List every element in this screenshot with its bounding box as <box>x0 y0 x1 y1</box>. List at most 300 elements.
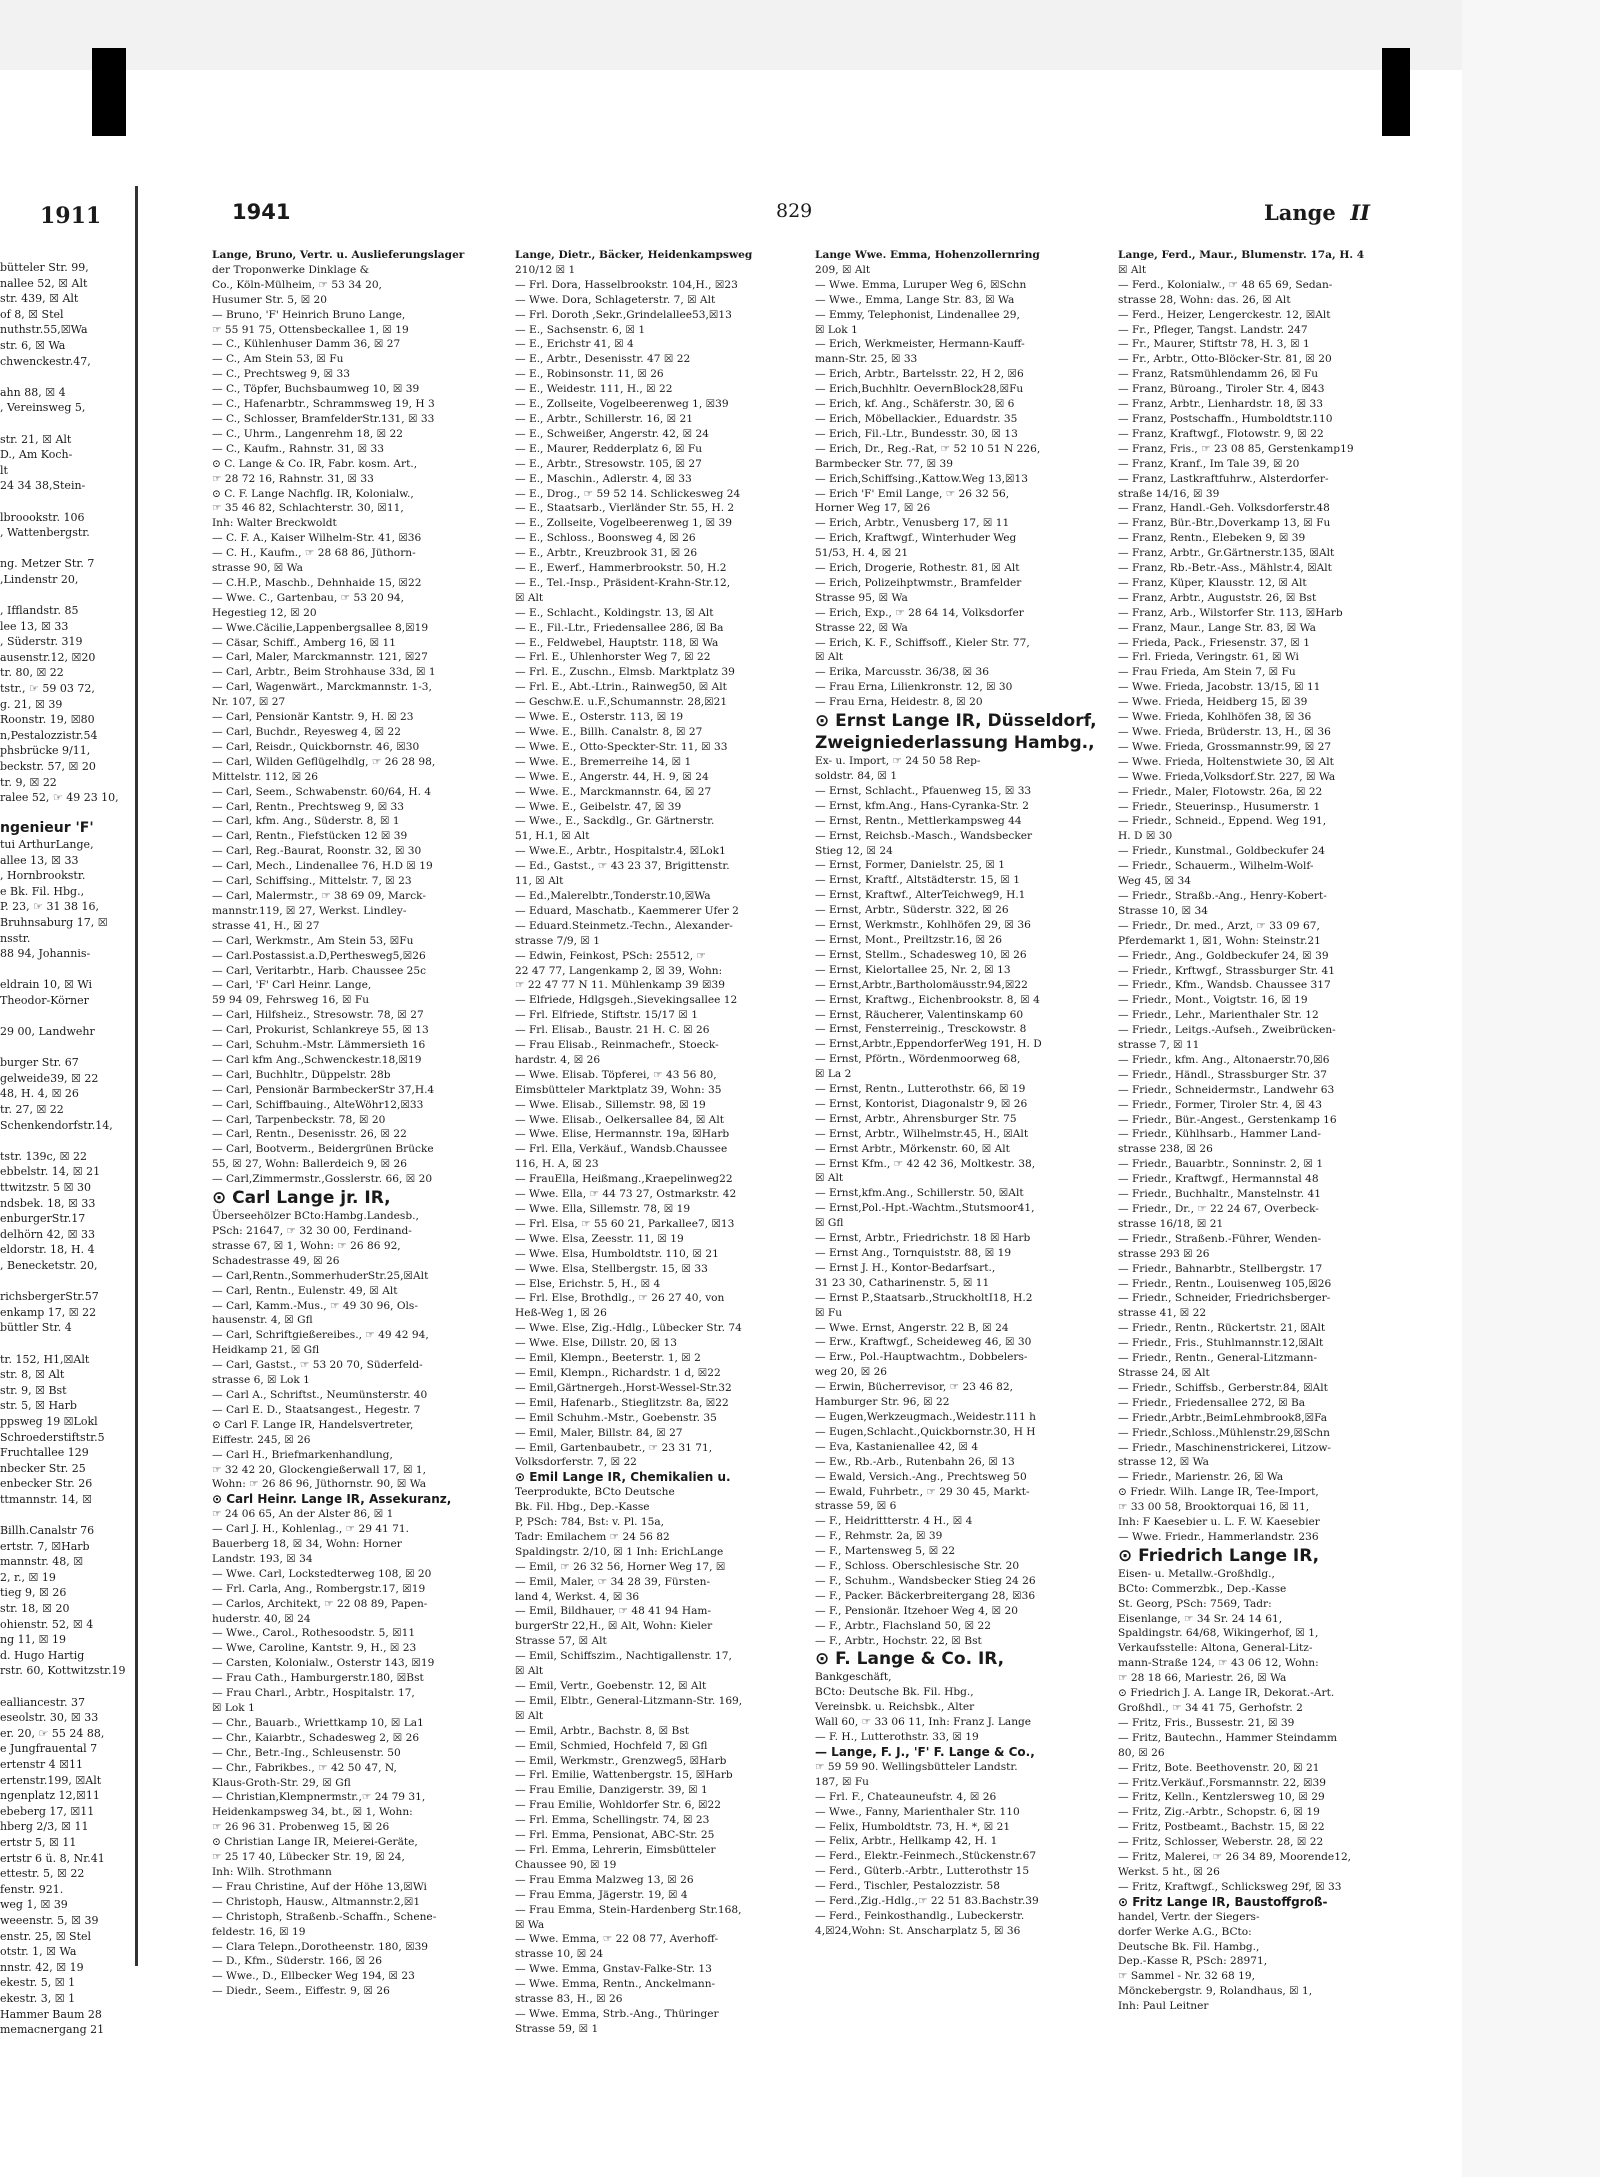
directory-entry-line: — Ferd., Feinkosthandlg., Lubeckerstr. <box>815 1909 1025 1922</box>
firm-heading: ⊙ Carl Lange jr. IR, <box>212 1188 391 1209</box>
previous-page-line: ausenstr.12, ☒20 <box>0 650 96 664</box>
page-gutter <box>135 186 138 1966</box>
directory-entry-line: — FrauElla, Heißmang.,Kraepelinweg22 <box>515 1173 733 1186</box>
directory-entry-line: Werkst. 5 ht., ☒ 26 <box>1118 1865 1220 1878</box>
directory-entry-line: — Emil, Schiffszim., Nachtigallenstr. 17, <box>515 1650 732 1663</box>
directory-entry-line: — Friedr., Straßb.-Ang., Henry-Kobert- <box>1118 889 1327 902</box>
directory-entry-line: — Carl, Veritarbtr., Harb. Chaussee 25c <box>212 964 427 977</box>
directory-entry-line: — Ernst J. H., Kontor-Bedarfsart., <box>815 1261 996 1274</box>
directory-entry-line: — Frl. F., Chateauneufstr. 4, ☒ 26 <box>815 1790 997 1803</box>
previous-page-line: nsstr. <box>0 931 31 945</box>
directory-entry-line: — Ernst, Arbtr., Wilhelmstr.45, H., ☒Alt <box>815 1127 1029 1140</box>
previous-page-line: str. 439, ☒ Alt <box>0 292 79 306</box>
directory-entry-line: strasse 67, ☒ 1, Wohn: ☞ 26 86 92, <box>212 1239 401 1252</box>
directory-entry-line: mann-Straße 124, ☞ 43 06 12, Wohn: <box>1118 1657 1319 1670</box>
previous-page-line: nnstr. 42, ☒ 19 <box>0 1960 84 1974</box>
previous-page-line: ndsbek. 18, ☒ 33 <box>0 1196 96 1210</box>
previous-page-line: ealliancestr. 37 <box>0 1695 86 1709</box>
directory-entry-line: — Franz, Kraftwgf., Flotowstr. 9, ☒ 22 <box>1118 427 1324 440</box>
directory-entry-line: — F., Heidrittterstr. 4 H., ☒ 4 <box>815 1515 973 1528</box>
directory-entry-line: Eiffestr. 245, ☒ 26 <box>212 1433 311 1446</box>
previous-page-line: , Benecketstr. 20, <box>0 1259 98 1272</box>
directory-entry-line: — F., Schloss. Oberschlesische Str. 20 <box>815 1560 1020 1573</box>
directory-entry-line: — Erich, Dr., Reg.-Rat, ☞ 52 10 51 N 226, <box>815 442 1041 455</box>
previous-page-line: P. 23, ☞ 31 38 16, <box>0 900 99 914</box>
directory-entry-line: — Carl, Pensionär BarmbeckerStr 37,H.4 <box>212 1083 435 1096</box>
directory-entry-line: — Frau Emilie, Wohldorfer Str. 6, ☒22 <box>515 1799 722 1812</box>
directory-entry-line: — C., Uhrm., Langenrehm 18, ☒ 22 <box>212 427 403 440</box>
directory-entry-line: — Friedr., Marienstr. 26, ☒ Wa <box>1118 1471 1284 1484</box>
directory-entry-line: — Frl. Frieda, Veringstr. 61, ☒ Wi <box>1118 651 1299 664</box>
directory-entry-line: hausenstr. 4, ☒ Gfl <box>212 1314 313 1327</box>
previous-page-line <box>0 1133 132 1149</box>
previous-page-line: phsbrücke 9/11, <box>0 744 91 758</box>
directory-entry-line: — Wwe., Carol., Rothesoodstr. 5, ☒11 <box>212 1627 416 1640</box>
directory-entry-line: — Frau Erna, Heidestr. 8, ☒ 20 <box>815 696 983 709</box>
directory-entry-line: — C., Töpfer, Buchsbaumweg 10, ☒ 39 <box>212 383 420 396</box>
scan-mark-left <box>92 48 126 136</box>
directory-column-1 <box>212 248 502 1999</box>
directory-entry-line: — Emil, Gartenbaubetr., ☞ 23 31 71, <box>515 1441 713 1454</box>
previous-page-line: str. 8, ☒ Alt <box>0 1368 65 1382</box>
previous-page-line: n,Pestalozzistr.54 <box>0 728 98 742</box>
directory-entry-line: Deutsche Bk. Fil. Hambg., <box>1118 1940 1260 1953</box>
previous-page-line: ertenstr 4 ☒11 <box>0 1758 83 1771</box>
directory-entry-line: — Wwe. Frieda, Holtenstwiete 30, ☒ Alt <box>1118 755 1334 768</box>
directory-entry-line: — Franz, Bür.-Btr.,Doverkamp 13, ☒ Fu <box>1118 517 1331 530</box>
previous-page-line: Theodor-Körner <box>0 993 89 1007</box>
directory-entry-line: — Carl, Malermstr., ☞ 38 69 09, Marck- <box>212 889 426 902</box>
directory-entry-line: — Fritz, Zig.-Arbtr., Schopstr. 6, ☒ 19 <box>1118 1806 1320 1819</box>
directory-entry-line: — Ernst Kfm., ☞ 42 42 36, Moltkestr. 38, <box>815 1157 1036 1170</box>
directory-entry-line: — Ernst, Arbtr., Ahrensburger Str. 75 <box>815 1112 1017 1125</box>
previous-page-line: tieg 9, ☒ 26 <box>0 1586 67 1600</box>
directory-entry-line: — E., Zollseite, Vogelbeerenweg 1, ☒ 39 <box>515 517 732 530</box>
directory-entry-line: Mittelstr. 112, ☒ 26 <box>212 770 319 783</box>
previous-page-line: of 8, ☒ Stel <box>0 307 64 321</box>
directory-entry-line: — Ernst, Rentn., Lutterothstr. 66, ☒ 19 <box>815 1083 1026 1096</box>
previous-page-line: mannstr. 48, ☒ <box>0 1555 84 1569</box>
directory-entry-line: — Friedr.,Arbtr.,BeimLehmbrook8,☒Fa <box>1118 1411 1328 1424</box>
directory-entry-line: — Frau Emma Malzweg 13, ☒ 26 <box>515 1873 694 1886</box>
directory-entry-line: 210/12 ☒ 1 <box>515 263 576 276</box>
directory-entry-line: — Frau Christine, Auf der Höhe 13,☒Wi <box>212 1880 427 1893</box>
directory-entry-line: ☒ Alt <box>515 1709 544 1722</box>
previous-page-line: enstr. 25, ☒ Stel <box>0 1929 92 1943</box>
directory-entry-line: — Fritz, Kelln., Kentzlersweg 10, ☒ 29 <box>1118 1791 1325 1804</box>
directory-entry-line: — C., Kühlenhuser Damm 36, ☒ 27 <box>212 338 401 351</box>
directory-entry-line: — E., Arbtr., Desenisstr. 47 ☒ 22 <box>515 353 691 366</box>
directory-entry-line: — Fritz, Fris., Bussestr. 21, ☒ 39 <box>1118 1716 1295 1729</box>
directory-entry-line: — Friedr., Dr. med., Arzt, ☞ 33 09 67, <box>1118 919 1320 932</box>
directory-entry-line: — Fritz, Kraftwgf., Schlicksweg 29f, ☒ 33 <box>1118 1880 1342 1893</box>
directory-entry-line: Bauerberg 18, ☒ 34, Wohn: Horner <box>212 1538 402 1551</box>
directory-entry-line: strasse 59, ☒ 6 <box>815 1500 897 1513</box>
title-volume: II <box>1350 200 1370 225</box>
directory-entry-line: ⊙ Carl F. Lange IR, Handelsvertreter, <box>212 1418 414 1431</box>
directory-entry-line: — Ernst, Pförtn., Wördenmoorweg 68, <box>815 1053 1021 1066</box>
directory-entry-line: — Carl, Werkmstr., Am Stein 53, ☒Fu <box>212 934 414 947</box>
directory-entry-line: — Friedr., Schneider, Friedrichsberger- <box>1118 1292 1331 1305</box>
previous-page-edge <box>0 200 132 2037</box>
directory-entry-line: — Emil, Vertr., Goebenstr. 12, ☒ Alt <box>515 1680 707 1692</box>
directory-entry-line: — Carl, Rentn., Eulenstr. 49, ☒ Alt <box>212 1284 398 1297</box>
directory-entry-line: Spaldingstr. 2/10, ☒ 1 Inh: ErichLange <box>515 1545 724 1558</box>
directory-entry-line: strasse 16/18, ☒ 21 <box>1118 1217 1224 1230</box>
directory-entry-line: — Erich, Polizeihptwmstr., Bramfelder <box>815 576 1022 589</box>
directory-entry-line: — Friedr., Rentn., General-Litzmann- <box>1118 1352 1318 1365</box>
directory-entry-line: Tadr: Emilachem ☞ 24 56 82 <box>515 1530 670 1543</box>
directory-entry-line: — Friedr., Former, Tiroler Str. 4, ☒ 43 <box>1118 1098 1322 1111</box>
directory-entry-line: — Frl. Emma, Pensionat, ABC-Str. 25 <box>515 1829 715 1842</box>
page-header <box>210 200 1370 232</box>
directory-entry-line: — C., Prechtsweg 9, ☒ 33 <box>212 368 351 381</box>
directory-entry-line: — Friedr., Kfm., Wandsb. Chaussee 317 <box>1118 979 1331 992</box>
directory-entry-line: — Eva, Kastanienallee 42, ☒ 4 <box>815 1440 979 1453</box>
previous-page-line: , Hornbrookstr. <box>0 869 86 883</box>
directory-entry-line: — Frau Emma, Jägerstr. 19, ☒ 4 <box>515 1888 688 1901</box>
directory-entry-line: — Franz, Büroang., Tiroler Str. 4, ☒43 <box>1118 383 1325 396</box>
directory-entry-line: — Frau Cath., Hamburgerstr.180, ☒Bst <box>212 1672 424 1685</box>
directory-entry-line: Überseehölzer BCto:Hambg.Landesb., <box>212 1210 419 1223</box>
directory-entry-line: Lange Wwe. Emma, Hohenzollernring <box>815 249 1040 261</box>
directory-entry-line: — Carl, Bootverm., Beidergrünen Brücke <box>212 1143 434 1156</box>
directory-entry-line: — Wwe. Emma, Strb.-Ang., Thüringer <box>515 2007 719 2020</box>
directory-entry-line: — Friedr., kfm. Ang., Altonaerstr.70,☒6 <box>1118 1053 1330 1066</box>
directory-entry-line: — Carl, Schriftgießereibes., ☞ 49 42 94, <box>212 1329 429 1342</box>
directory-entry-line: — Friedr., Kunstmal., Goldbeckufer 24 <box>1118 845 1326 858</box>
previous-page-line: ebbelstr. 14, ☒ 21 <box>0 1165 101 1179</box>
directory-entry-line: — Friedr., Buchhaltr., Manstelnstr. 41 <box>1118 1188 1321 1201</box>
directory-entry-line: — Carl, Wilden Geflügelhdlg, ☞ 26 28 98, <box>212 755 436 768</box>
directory-entry-line: — Carl J. H., Kohlenlag., ☞ 29 41 71. <box>212 1523 410 1536</box>
directory-entry-line: — C. H., Kaufm., ☞ 28 68 86, Jüthorn- <box>212 547 416 560</box>
directory-entry-line: — Wwe. Elisab., Oelkersallee 84, ☒ Alt <box>515 1113 724 1126</box>
directory-entry-line: Horner Weg 17, ☒ 26 <box>815 502 931 515</box>
directory-entry-line: — Frl. Emma, Lehrerin, Eimsbütteler <box>515 1843 716 1856</box>
directory-entry-line: 31 23 30, Catharinenstr. 5, ☒ 11 <box>815 1276 990 1289</box>
directory-entry-line: — Wwe. Dora, Schlageterstr. 7, ☒ Alt <box>515 293 716 306</box>
directory-entry-line: — Eugen,Schlacht.,Quickbornstr.30, H H <box>815 1425 1036 1438</box>
directory-entry-line: — F., Arbtr., Flachsland 50, ☒ 22 <box>815 1619 992 1632</box>
previous-page-line: str. 18, ☒ 20 <box>0 1602 70 1616</box>
directory-entry-line: — Fr., Maurer, Stiftstr 78, H. 3, ☒ 1 <box>1118 338 1310 351</box>
directory-entry-line: — Chr., Kaiarbtr., Schadesweg 2, ☒ 26 <box>212 1731 420 1744</box>
previous-page-line: Fruchtallee 129 <box>0 1446 89 1460</box>
previous-page-line <box>0 369 132 385</box>
previous-page-line <box>0 806 132 822</box>
previous-page-line: lt <box>0 463 8 477</box>
directory-entry-line: strasse 7, ☒ 11 <box>1118 1039 1200 1052</box>
directory-entry-line: 187, ☒ Fu <box>815 1775 869 1788</box>
firm-heading: Zweigniederlassung Hambg., <box>815 733 1095 754</box>
directory-entry-line: ☒ Wa <box>515 1918 545 1931</box>
directory-entry-line: — Frl. Dora, Hasselbrookstr. 104,H., ☒23 <box>515 278 738 291</box>
directory-entry-line: — Ernst, Kontorist, Diagonalstr 9, ☒ 26 <box>815 1097 1028 1110</box>
previous-page-line: Hammer Baum 28 <box>0 2007 102 2021</box>
directory-entry-line: — Ernst, Kraftwg., Eichenbrookstr. 8, ☒ 4 <box>815 993 1040 1006</box>
directory-entry-line: — Friedr., Maler, Flotowstr. 26a, ☒ 22 <box>1118 785 1323 798</box>
directory-entry-line: — F., Rehmstr. 2a, ☒ 39 <box>815 1530 943 1543</box>
directory-entry-line: — Emmy, Telephonist, Lindenallee 29, <box>815 308 1020 321</box>
directory-entry-line: — Friedr.,Schloss.,Mühlenstr.29,☒Schn <box>1118 1426 1330 1439</box>
directory-entry-line: — Franz, Arbtr., Auguststr. 26, ☒ Bst <box>1118 591 1317 604</box>
directory-entry-line: — Frl. E., Abt.-Ltrin., Rainweg50, ☒ Alt <box>515 681 727 694</box>
previous-page-line: Schenkendorfstr.14, <box>0 1118 113 1132</box>
directory-entry-line: Barmbecker Str. 77, ☒ 39 <box>815 457 954 470</box>
previous-page-line: str. 6, ☒ Wa <box>0 338 66 352</box>
directory-entry-line: — Erika, Marcusstr. 36/38, ☒ 36 <box>815 666 989 679</box>
directory-entry-line: — Fr., Arbtr., Otto-Blöcker-Str. 81, ☒ 20 <box>1118 353 1332 366</box>
previous-page-line: weeenstr. 5, ☒ 39 <box>0 1913 99 1927</box>
directory-entry-line: — Erwin, Bücherrevisor, ☞ 23 46 82, <box>815 1381 1014 1394</box>
directory-entry-line: — Ernst, Stellm., Schadesweg 10, ☒ 26 <box>815 948 1027 961</box>
previous-page-line: Schroederstiftstr.5 <box>0 1430 105 1444</box>
directory-entry-line: — Wwe. E., Geibelstr. 47, ☒ 39 <box>515 800 682 813</box>
directory-entry-line: ⊙ Friedr. Wilh. Lange IR, Tee-Import, <box>1118 1486 1319 1499</box>
directory-entry-line: — Wwe. E., Marckmannstr. 64, ☒ 27 <box>515 785 712 798</box>
directory-entry-line: ⊙ Friedrich J. A. Lange IR, Dekorat.-Art. <box>1118 1687 1335 1700</box>
previous-page-line: eseolstr. 30, ☒ 33 <box>0 1711 99 1725</box>
directory-entry-line: ☒ Lok 1 <box>815 323 858 336</box>
title-name: Lange <box>1264 200 1336 225</box>
directory-entry-line: — Wwe., E., Sackdlg., Gr. Gärtnerstr. <box>515 815 715 828</box>
directory-entry-line: — Carl, Tarpenbeckstr. 78, ☒ 20 <box>212 1113 386 1126</box>
previous-page-line: richsbergerStr.57 <box>0 1290 99 1304</box>
directory-entry-line: — Friedr., Krftwgf., Strassburger Str. 41 <box>1118 964 1336 977</box>
directory-entry-line: — Frl. Doroth ,Sekr.,Grindelallee53,☒13 <box>515 308 732 321</box>
directory-entry-line: ☞ Sammel - Nr. 32 68 19, <box>1118 1970 1255 1983</box>
directory-entry-line: ☒ Alt <box>815 651 844 664</box>
directory-entry-line: — Erich, Arbtr., Bartelsstr. 22, H 2, ☒6 <box>815 368 1024 381</box>
directory-entry-line: — Ernst Ang., Tornquiststr. 88, ☒ 19 <box>815 1247 1012 1259</box>
directory-entry-line: Pferdemarkt 1, ☒1, Wohn: Steinstr.21 <box>1118 934 1321 947</box>
directory-entry-line: — Erich, Drogerie, Rothestr. 81, ☒ Alt <box>815 562 1020 575</box>
previous-page-line: ebeberg 17, ☒11 <box>0 1804 95 1818</box>
previous-page-line: er. 20, ☞ 55 24 88, <box>0 1726 105 1740</box>
previous-page-line: ahn 88, ☒ 4 <box>0 385 66 399</box>
directory-entry-line: — Frl. Elisab., Baustr. 21 H. C. ☒ 26 <box>515 1024 710 1037</box>
directory-entry-line: — Ernst Arbtr., Mörkenstr. 60, ☒ Alt <box>815 1142 1010 1155</box>
directory-entry-line: soldstr. 84, ☒ 1 <box>815 770 898 782</box>
directory-entry-line: — Wwe. C., Gartenbau, ☞ 53 20 94, <box>212 591 405 604</box>
directory-entry-line: 59 94 09, Fehrsweg 16, ☒ Fu <box>212 994 370 1007</box>
directory-entry-line: Inh: Walter Breckwoldt <box>212 517 337 530</box>
directory-entry-line: — Christoph, Straßenb.-Schaffn., Schene- <box>212 1910 437 1923</box>
directory-entry-line: — E., Feldwebel, Hauptstr. 118, ☒ Wa <box>515 636 719 649</box>
directory-entry-line: ☞ 26 96 31. Probenweg 15, ☒ 26 <box>212 1821 390 1834</box>
previous-page-line <box>0 1508 132 1524</box>
directory-entry-line: — Friedr., Leitgs.-Aufseh., Zweibrücken- <box>1118 1024 1336 1037</box>
directory-entry-line: feldestr. 16, ☒ 19 <box>212 1925 306 1938</box>
directory-entry-line: strasse 83, H., ☒ 26 <box>515 1993 623 2006</box>
previous-page-line: ng 11, ☒ 19 <box>0 1633 66 1647</box>
previous-page-line: ngenieur 'F' <box>0 820 94 837</box>
directory-entry-line: 51/53, H. 4, ☒ 21 <box>815 547 909 560</box>
directory-entry-line: Strasse 57, ☒ Alt <box>515 1635 607 1648</box>
directory-entry-line: — Ernst, Räucherer, Valentinskamp 60 <box>815 1008 1024 1021</box>
directory-entry-line: 22 47 77, Langenkamp 2, ☒ 39, Wohn: <box>515 964 723 977</box>
directory-entry-line: — Fritz, Postbeamt., Bachstr. 15, ☒ 22 <box>1118 1821 1325 1834</box>
directory-entry-line: — Chr., Betr.-Ing., Schleusenstr. 50 <box>212 1746 401 1759</box>
directory-entry-line: Inh: Wilh. Strothmann <box>212 1865 332 1878</box>
directory-entry-line: — Ferd., Tischler, Pestalozzistr. 58 <box>815 1880 1000 1893</box>
directory-entry-line: — F., Schuhm., Wandsbecker Stieg 24 26 <box>815 1574 1036 1587</box>
directory-entry-line: — Franz, Kranf., Im Tale 39, ☒ 20 <box>1118 457 1300 470</box>
directory-entry-line: Nr. 107, ☒ 27 <box>212 696 286 709</box>
directory-entry-line: — Carl, Buchdr., Reyesweg 4, ☒ 22 <box>212 726 401 738</box>
previous-page-line: ohienstr. 52, ☒ 4 <box>0 1617 94 1631</box>
directory-entry-line: — E., Schweißer, Angerstr. 42, ☒ 24 <box>515 427 709 440</box>
previous-page-line <box>0 1009 132 1025</box>
directory-entry-line: — Franz, Arbtr., Gr.Gärtnerstr.135, ☒Alt <box>1118 547 1335 560</box>
directory-entry-line: Schadestrasse 49, ☒ 26 <box>212 1254 340 1267</box>
top-scan-border <box>0 0 1600 70</box>
directory-entry-line: — Frl. Emma, Schellingstr. 74, ☒ 23 <box>515 1814 710 1827</box>
directory-entry-line: — Franz, Rentn., Elebeken 9, ☒ 39 <box>1118 532 1306 545</box>
previous-page-line: burger Str. 67 <box>0 1056 79 1070</box>
previous-page-line: nuthstr.55,☒Wa <box>0 323 88 337</box>
directory-entry-line: — Fr., Pfleger, Tangst. Landstr. 247 <box>1118 323 1308 336</box>
directory-entry-line: Landstr. 193, ☒ 34 <box>212 1552 313 1565</box>
directory-entry-line: — Emil, Klempn., Richardstr. 1 d, ☒22 <box>515 1366 721 1379</box>
previous-page-line: 48, H. 4, ☒ 26 <box>0 1087 79 1101</box>
directory-entry-line: — Ernst, Arbtr., Süderstr. 322, ☒ 26 <box>815 904 1009 917</box>
directory-entry-line: Chaussee 90, ☒ 19 <box>515 1858 617 1871</box>
previous-page-line: enburgerStr.17 <box>0 1212 86 1226</box>
directory-entry-line: Vereinsbk. u. Reichsbk., Alter <box>815 1701 975 1714</box>
directory-entry-line: handel, Vertr. der Siegers- <box>1118 1910 1260 1923</box>
previous-page-line: allee 13, ☒ 33 <box>0 853 79 867</box>
directory-entry-line: — Wwe., Emma, Lange Str. 83, ☒ Wa <box>815 293 1015 306</box>
directory-entry-line: 55, ☒ 27, Wohn: Ballerdeich 9, ☒ 26 <box>212 1158 408 1171</box>
previous-page-line: gelweide39, ☒ 22 <box>0 1071 99 1085</box>
previous-page-line <box>0 587 132 603</box>
directory-entry-line: strasse 7/9, ☒ 1 <box>515 934 600 947</box>
directory-entry-line: — Friedr., Dr., ☞ 22 24 67, Overbeck- <box>1118 1203 1319 1215</box>
directory-entry-line: — F., Arbtr., Hochstr. 22, ☒ Bst <box>815 1634 982 1647</box>
scan-mark-right <box>1382 48 1410 136</box>
previous-page-line: ngenplatz 12,☒11 <box>0 1789 100 1803</box>
directory-entry-line: Stieg 12, ☒ 24 <box>815 844 893 857</box>
directory-entry-line: ☞ 55 91 75, Ottensbeckallee 1, ☒ 19 <box>212 323 409 336</box>
directory-entry-line: — E., Maurer, Redderplatz 6, ☒ Fu <box>515 442 703 455</box>
directory-entry-line: — Emil, ☞ 26 32 56, Horner Weg 17, ☒ <box>515 1560 726 1573</box>
directory-entry-line: strasse 41, H., ☒ 27 <box>212 919 320 932</box>
previous-page-line: otstr. 1, ☒ Wa <box>0 1945 77 1959</box>
previous-page-line: tr. 80, ☒ 22 <box>0 666 64 680</box>
directory-entry-line: — Eduard, Maschatb., Kaemmerer Ufer 2 <box>515 904 739 917</box>
directory-entry-line: — Frau Emma, Stein-Hardenberg Str.168, <box>515 1903 742 1916</box>
directory-entry-line: — Friedr., Rentn., Louisenweg 105,☒26 <box>1118 1277 1332 1290</box>
directory-entry-line: Lange, Bruno, Vertr. u. Auslieferungslager <box>212 249 465 261</box>
directory-entry-line: — Carl,Zimmermstr.,Gosslerstr. 66, ☒ 20 <box>212 1173 433 1186</box>
directory-entry-line: — Friedr., Maschinenstrickerei, Litzow- <box>1118 1441 1331 1454</box>
previous-page-line: chwenckestr.47, <box>0 354 91 368</box>
directory-entry-line: — Carl, Maler, Marckmannstr. 121, ☒27 <box>212 651 428 664</box>
directory-entry-line: BCto: Deutsche Bk. Fil. Hbg., <box>815 1686 974 1699</box>
directory-entry-line: — Elfriede, Hdlgsgeh.,Sievekingsallee 12 <box>515 994 738 1007</box>
previous-page-line <box>0 494 132 510</box>
directory-entry-line: — Carl, kfm. Ang., Süderstr. 8, ☒ 1 <box>212 815 400 828</box>
previous-page-line <box>0 962 132 978</box>
directory-entry-line: Weg 45, ☒ 34 <box>1118 875 1192 888</box>
directory-entry-line: — Ernst, Kraftf., Altstädterstr. 15, ☒ 1 <box>815 874 1020 887</box>
directory-entry-line: — Erw., Pol.-Hauptwachtm., Dobbelers- <box>815 1351 1028 1364</box>
directory-entry-line: mannstr.119, ☒ 27, Werkst. Lindley- <box>212 904 407 917</box>
directory-entry-line: — Felix, Humboldtstr. 73, H. *, ☒ 21 <box>815 1820 1011 1833</box>
directory-entry-line: — Ew., Rb.-Arb., Rutenbahn 26, ☒ 13 <box>815 1455 1015 1468</box>
directory-entry-line: — Erw., Kraftwgf., Scheideweg 46, ☒ 30 <box>815 1336 1032 1349</box>
directory-entry-line: — Carl, Rentn., Prechtsweg 9, ☒ 33 <box>212 800 405 813</box>
directory-entry-line: — E., Erichstr 41, ☒ 4 <box>515 338 634 351</box>
directory-entry-line: Hegestieg 12, ☒ 20 <box>212 606 317 619</box>
previous-page-line: ertstr. 7, ☒Harb <box>0 1539 90 1553</box>
directory-entry-line: — Wwe. Friedr., Hammerlandstr. 236 <box>1118 1530 1319 1543</box>
directory-entry-line: — Wwe. Ella, Sillemstr. 78, ☒ 19 <box>515 1203 691 1215</box>
previous-page-line: ng. Metzer Str. 7 <box>0 557 95 571</box>
directory-entry-line: — Wwe. Ernst, Angerstr. 22 B, ☒ 24 <box>815 1321 1009 1334</box>
directory-entry-line: — Wwe. E., Billh. Canalstr. 8, ☒ 27 <box>515 726 703 738</box>
previous-page-line: enkamp 17, ☒ 22 <box>0 1305 97 1319</box>
directory-entry-line: — Carl, Wagenwärt., Marckmannstr. 1-3, <box>212 681 432 694</box>
previous-page-line: ertstr 5, ☒ 11 <box>0 1835 77 1849</box>
directory-entry-line: — Friedr., Schneid., Eppend. Weg 191, <box>1118 815 1327 828</box>
directory-entry-line: ☒ Lok 1 <box>212 1702 255 1714</box>
directory-entry-line: — Carl A., Schriftst., Neumünsterstr. 40 <box>212 1388 428 1401</box>
directory-entry-line: Heidenkampsweg 34, bt., ☒ 1, Wohn: <box>212 1806 413 1819</box>
previous-page-line: 2, r., ☒ 19 <box>0 1570 56 1584</box>
directory-entry-line: — Friedr., Kühlhsarb., Hammer Land- <box>1118 1128 1321 1141</box>
directory-entry-line: — E., Weidestr. 111, H., ☒ 22 <box>515 383 673 396</box>
header-year: 1941 <box>232 200 291 224</box>
directory-entry-line: land 4, Werkst. 4, ☒ 36 <box>515 1590 640 1603</box>
directory-entry-line: — Fritz, Bautechn., Hammer Steindamm <box>1118 1731 1337 1744</box>
directory-entry-line: — Franz, Ratsmühlendamm 26, ☒ Fu <box>1118 368 1319 381</box>
directory-entry-line: — Emil, Arbtr., Bachstr. 8, ☒ Bst <box>515 1724 690 1737</box>
previous-page-line: 88 94, Johannis- <box>0 947 91 961</box>
directory-entry-line: Inh: Paul Leitner <box>1118 2000 1209 2013</box>
directory-entry-line: ☞ 28 72 16, Rahnstr. 31, ☒ 33 <box>212 472 374 485</box>
directory-entry-line: Strasse 59, ☒ 1 <box>515 2022 599 2035</box>
directory-entry-line: ☞ 32 42 20, Glockengießerwall 17, ☒ 1, <box>212 1463 427 1476</box>
directory-entry-line: — Diedr., Seem., Eiffestr. 9, ☒ 26 <box>212 1985 390 1998</box>
directory-column-4 <box>1118 248 1378 2014</box>
directory-entry-line: — Geschw.E. u.F.,Schumannstr. 28,☒21 <box>515 696 728 709</box>
previous-page-line: enbecker Str. 26 <box>0 1477 93 1491</box>
directory-entry-line: — Emil,Gärtnergeh.,Horst-Wessel-Str.32 <box>515 1381 732 1394</box>
directory-entry-line: — Frl. Emilie, Wattenbergstr. 15, ☒Harb <box>515 1769 733 1782</box>
previous-page-line: e Jungfrauental 7 <box>0 1742 98 1756</box>
directory-entry-line: — C., Kaufm., Rahnstr. 31, ☒ 33 <box>212 442 384 455</box>
directory-entry-line: — E., Arbtr., Kreuzbrook 31, ☒ 26 <box>515 547 698 560</box>
directory-entry-line: — Wwe. Elisab., Sillemstr. 98, ☒ 19 <box>515 1098 706 1111</box>
directory-entry-line: — Erich,Buchhltr. OevernBlock28,☒Fu <box>815 383 1024 396</box>
directory-entry-line: — Wwe. Emma, Rentn., Anckelmann- <box>515 1978 716 1991</box>
directory-entry-line: — Franz, Handl.-Geh. Volksdorferstr.48 <box>1118 502 1330 515</box>
firm-heading: ⊙ Fritz Lange IR, Baustoffgroß- <box>1118 1894 1328 1909</box>
directory-entry-line: — Carl, Seem., Schwabenstr. 60/64, H. 4 <box>212 785 432 798</box>
directory-entry-line: — Emil Schuhm.-Mstr., Goebenstr. 35 <box>515 1411 717 1424</box>
directory-entry-line: — Ferd., Kolonialw., ☞ 48 65 69, Sedan- <box>1118 278 1333 291</box>
previous-page-line: ttmannstr. 14, ☒ <box>0 1492 92 1506</box>
directory-entry-line: strasse 41, ☒ 22 <box>1118 1307 1207 1320</box>
directory-entry-line: — Friedr., Steuerinsp., Husumerstr. 1 <box>1118 800 1321 813</box>
directory-entry-line: ☞ 59 59 90. Wellingsbütteler Landstr. <box>815 1760 1018 1773</box>
directory-entry-line: Verkaufsstelle: Altona, General-Litz- <box>1118 1642 1313 1655</box>
directory-entry-line: — Frieda, Pack., Friesenstr. 37, ☒ 1 <box>1118 636 1311 649</box>
directory-entry-line: — Christoph, Hausw., Altmannstr.2,☒1 <box>212 1895 421 1908</box>
